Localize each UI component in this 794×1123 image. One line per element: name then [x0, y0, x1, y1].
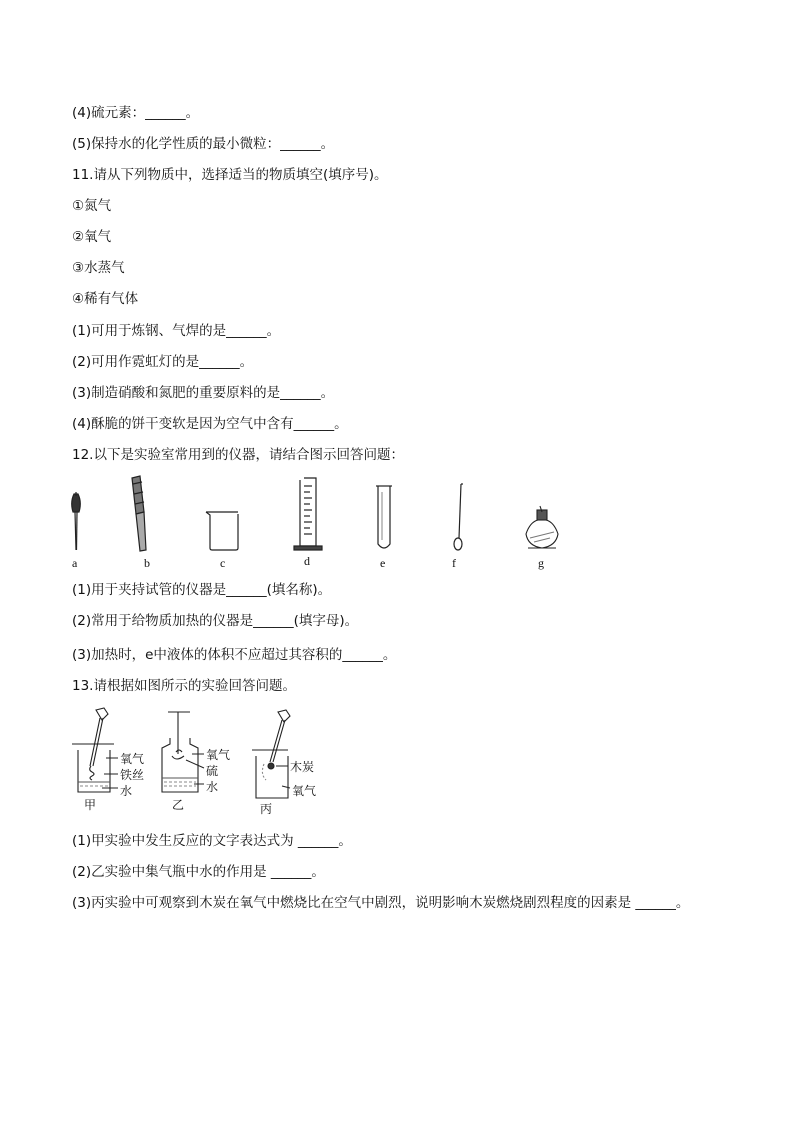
test-tube-icon — [376, 486, 392, 548]
q11-option-1: ①氮气 — [72, 198, 112, 214]
q11-option-2: ②氧气 — [72, 229, 112, 245]
q12-part1: (1)用于夹持试管的仪器是______(填名称)。 — [72, 582, 332, 598]
bing-label-charcoal: 木炭 — [290, 760, 315, 774]
q13-part3: (3)丙实验中可观察到木炭在氧气中燃烧比在空气中剧烈，说明影响木炭燃烧剧烈程度的因素是 ______。 — [72, 895, 690, 911]
instruments-figure — [60, 472, 580, 572]
charcoal-bottle-icon — [252, 710, 290, 798]
sulfur-bottle-icon — [162, 712, 198, 792]
instrument-label-b: b — [144, 556, 150, 570]
jia-caption: 甲 — [84, 798, 97, 812]
q11-stem: 11.请从下列物质中，选择适当的物质填空(填序号)。 — [72, 167, 388, 183]
instrument-label-g: g — [538, 556, 544, 570]
q11-part2: (2)可用作霓虹灯的是______。 — [72, 354, 254, 370]
instrument-label-f: f — [452, 556, 456, 570]
instrument-label-d: d — [304, 554, 310, 568]
q11-part4: (4)酥脆的饼干变软是因为空气中含有______。 — [72, 416, 348, 432]
q13-stem: 13.请根据如图所示的实验回答问题。 — [72, 678, 296, 694]
q11-option-4: ④稀有气体 — [72, 291, 139, 307]
test-tube-brush-icon — [72, 492, 81, 550]
q12-part3: (3)加热时，e中液体的体积不应超过其容积的______。 — [72, 647, 397, 663]
q11-part3: (3)制造硝酸和氮肥的重要原料的是______。 — [72, 385, 335, 401]
yi-label-water: 水 — [206, 780, 219, 794]
q10-part5: (5)保持水的化学性质的最小微粒：______。 — [72, 136, 335, 152]
q12-stem: 12.以下是实验室常用到的仪器，请结合图示回答问题： — [72, 447, 404, 463]
medicine-spoon-icon — [454, 484, 463, 550]
yi-label-sulfur: 硫 — [206, 764, 219, 778]
jia-label-water: 水 — [120, 784, 133, 798]
q13-part2: (2)乙实验中集气瓶中水的作用是 ______。 — [72, 864, 325, 880]
iron-wire-bottle-icon — [72, 708, 114, 792]
experiments-figure — [66, 704, 336, 816]
q11-part1: (1)可用于炼钢、气焊的是______。 — [72, 323, 281, 339]
jia-label-oxygen: 氧气 — [120, 752, 145, 766]
instrument-label-c: c — [220, 556, 226, 570]
instrument-label-a: a — [72, 556, 78, 570]
q12-part2: (2)常用于给物质加热的仪器是______(填字母)。 — [72, 613, 359, 629]
bing-caption: 丙 — [260, 802, 273, 816]
yi-label-oxygen: 氧气 — [206, 748, 231, 762]
alcohol-lamp-icon — [526, 506, 558, 548]
beaker-icon — [206, 512, 238, 550]
q10-part4: (4)硫元素：______。 — [72, 105, 200, 121]
q13-part1: (1)甲实验中发生反应的文字表达式为 ______。 — [72, 833, 352, 849]
q11-option-3: ③水蒸气 — [72, 260, 125, 276]
yi-caption: 乙 — [172, 798, 185, 812]
instrument-label-e: e — [380, 556, 386, 570]
bing-label-oxygen: 氧气 — [292, 784, 317, 798]
jia-label-iron-wire: 铁丝 — [120, 768, 145, 782]
test-tube-holder-icon — [132, 476, 146, 551]
graduated-cylinder-icon — [294, 478, 322, 550]
